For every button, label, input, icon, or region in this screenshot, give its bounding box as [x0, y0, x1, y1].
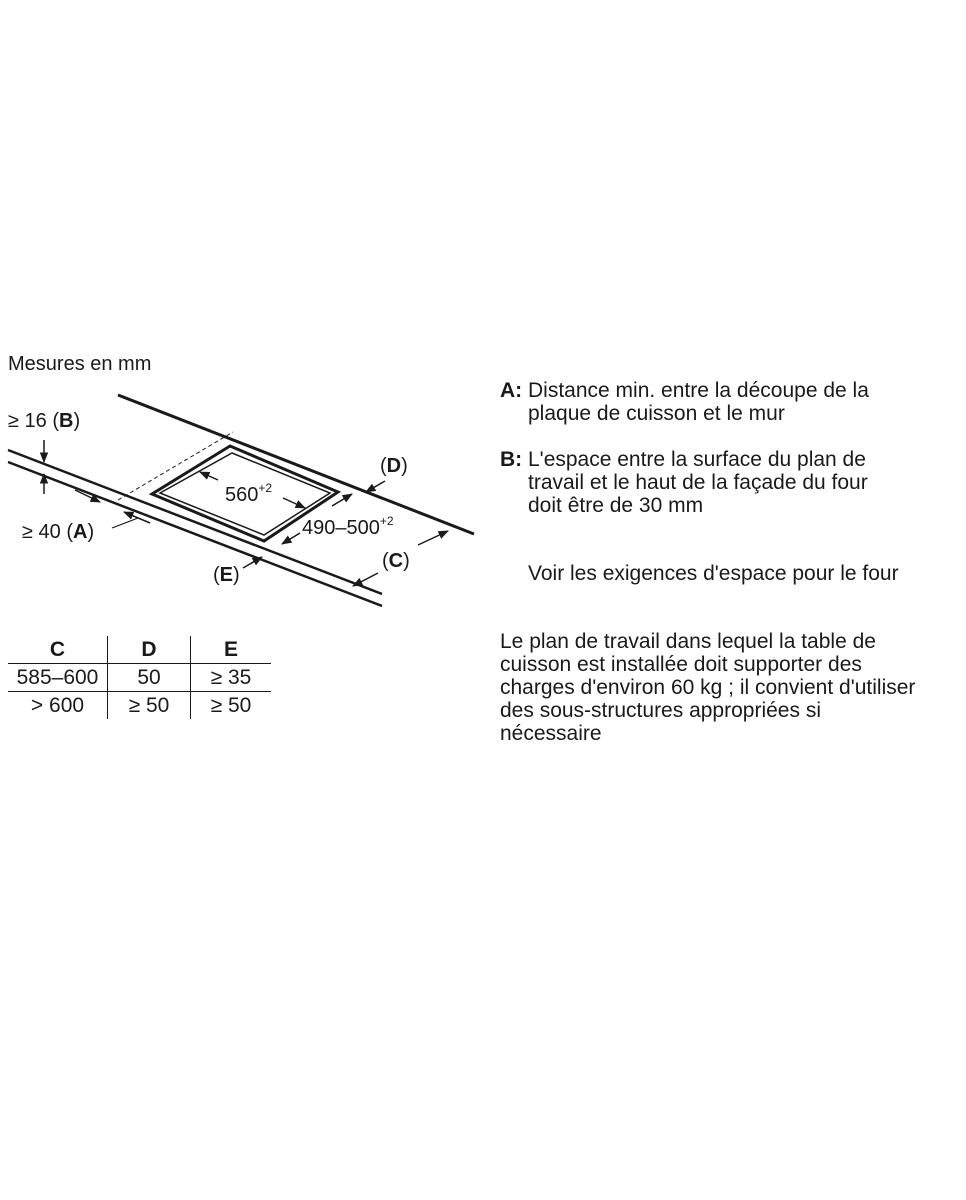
depth-arrow-bottom — [282, 533, 300, 544]
depth-dimension-label: $490-500^{+2}$ — [302, 514, 394, 539]
width-dimension-label: $560^{+2}$ — [225, 481, 273, 506]
legend-line: travail et le haut de la façade du four — [528, 471, 868, 494]
c-arrow-top — [418, 531, 448, 545]
legend-key-a: A: — [500, 379, 523, 402]
note-line: cuisson est installée doit supporter des — [500, 653, 862, 676]
worktop-load-note — [500, 630, 915, 745]
table-cell: 50 — [108, 664, 191, 692]
table-header-d: D — [108, 636, 191, 664]
note-line: des sous-structures appropriées si — [500, 699, 821, 722]
legend-line: L'espace entre la surface du plan de — [528, 448, 866, 471]
note-line: charges d'environ 60 kg ; il convient d'utiliser — [500, 676, 916, 699]
table-row — [8, 664, 271, 692]
legend-line: Distance min. entre la découpe de la — [528, 379, 869, 402]
label-c: (C) — [382, 550, 410, 572]
legend-item-b — [500, 448, 868, 517]
table-cell: ≥ 35 — [191, 664, 272, 692]
table-cell: ≥ 50 — [191, 692, 272, 720]
table-header-c: C — [8, 636, 108, 664]
label-e: (E) — [213, 564, 240, 586]
table-cell: ≥ 50 — [108, 692, 191, 720]
label-d: (D) — [380, 455, 408, 477]
width-arrow-left — [200, 472, 218, 480]
legend-text-a — [528, 379, 869, 425]
legend-line: plaque de cuisson et le mur — [528, 402, 785, 425]
units-label: Mesures en mm — [8, 353, 152, 375]
table-header-e: E — [191, 636, 272, 664]
label-b: ≥ 16 (B) — [8, 410, 81, 432]
legend-line: doit être de 30 mm — [528, 494, 704, 517]
note-line: nécessaire — [500, 722, 602, 745]
table-header-row — [8, 636, 271, 664]
table-row — [8, 692, 271, 720]
c-arrow-bottom — [353, 573, 378, 586]
legend-key-b: B: — [500, 448, 523, 471]
d-arrow — [366, 481, 385, 492]
e-arrow — [243, 557, 262, 568]
table-cell: 585–600 — [8, 664, 108, 692]
dashed-reference-line — [118, 432, 233, 500]
width-arrow-right — [283, 498, 305, 508]
dimension-table — [8, 636, 271, 719]
legend-item-a — [500, 379, 869, 425]
note-line: Le plan de travail dans lequel la table de — [500, 630, 876, 653]
oven-space-note: Voir les exigences d'espace pour le four — [528, 562, 899, 585]
table-cell: > 600 — [30, 694, 85, 717]
label-a: ≥ 40 (A) — [22, 521, 95, 543]
a-leader — [112, 518, 138, 528]
depth-arrow-top — [332, 494, 352, 506]
legend-text-b — [528, 448, 868, 517]
